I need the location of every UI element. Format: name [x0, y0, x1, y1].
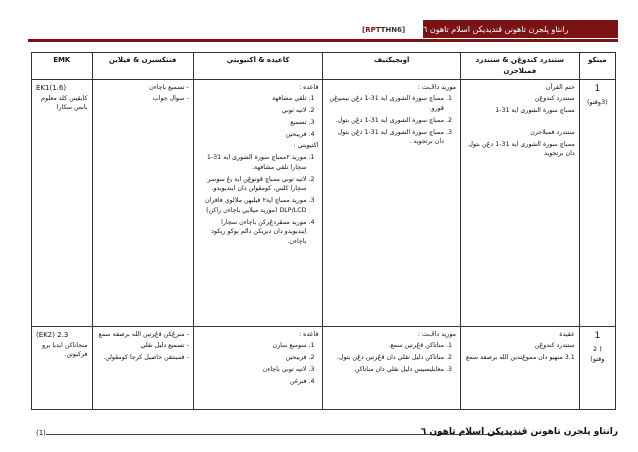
thinking-item: - ﺗﺴﻤﻴﻊ ﺑﺎﭼﺎﺀﻥ [149, 83, 189, 91]
standard-line: ﺳﺘﻨﺪﺭﺩ ﻛﻨﺪﻭڠﻦ [534, 95, 575, 103]
activity-intro: ﻗﺎﻋﺪﻩ : [299, 83, 319, 91]
week-time: (3ﻭﻗﺘﻮ) [586, 97, 608, 106]
standard-line: ﻣﻤﺒﺎﭺ ﺳﻮﺭﺓ ﺍﻟﺸﻮﺭﻯ ﺍﻳﺔ 31-1 [495, 107, 575, 115]
header-emk: EMK [32, 53, 93, 80]
thinking-item: - ﺗﺴﻤﻴﻊ ﺩﻟﻴﻞ ﻧﻘﻠﻲ [140, 342, 189, 350]
emk-code: (EK2) 2.3 [36, 330, 69, 339]
objective-intro: ﻣﻮﺭﻳﺪ ﺩﺍڤﺖ : [417, 330, 456, 338]
objective-cell [323, 326, 460, 409]
header-standard: ﺳﺘﻨﺪﺭﺩ ﻛﻨﺪﻭڠﻦ & ﺳﺘﻨﺪﺭﺩ ﻓﻤﺒﻼﺟﺮﻥ [460, 53, 579, 80]
thinking-cell [92, 79, 193, 326]
objective-item: 3. ﻣﻤﺒﺎﭺ ﺳﻮﺭﺓ ﺍﻟﺸﻮﺭﻯ ﺍﻳﺔ 31-1 ﺩڠﻦ ﺑﺘﻮﻝ ﺩﺍﻥ ﺑﺮﺗﺠﻮﻳﺪ . [327, 128, 443, 148]
week-cell [579, 326, 615, 409]
activity-cell [193, 326, 323, 409]
standard-cell [460, 79, 579, 326]
objective-list [327, 94, 455, 147]
standard-line: ﻣﻤﺒﺎﭺ ﺳﻮﺭﺓ ﺍﻟﺸﻮﺭﻯ ﺍﻳﺔ 31-1 ﺩڠﻦ ﺑﺘﻮﻝ ﺩﺍﻥ ﺑﺮﺗﺠﻮﻳﺪ [468, 140, 575, 158]
standard-line: ﺣﺘﻢ ﺍﻟﻘﺮﺁﻥ [546, 83, 575, 91]
header-thinking: ﻓﻨﺘﻜﺴﻴﺮﻥ & ﻓﻴﻼﻳﻦ [92, 53, 193, 80]
table-header-row [32, 53, 616, 80]
emk-cell [32, 79, 93, 326]
week-time: ( 2 [592, 344, 602, 353]
header-activity: ﻛﺎﻋﻴﺪﻩ & ﺍﻛﺘﻴﻮﻳﺘﻲ [193, 53, 323, 80]
activity-item: 3. ﻣﻮﺭﻳﺪ ﻣﻤﺒﺎﭺ ﺍﻳﺔ٢ ﻓﻴﻠﻴﻬﻦ ﻣﻼﻟﻮﻱ ﻓﺎﻗﺮﺍﻥ DLP/LCD (ﻣﻮﺭﻳﺪ ﻣﻴﻼﻳﻲ ﺑﺎﭼﺎﺀﻥ ﺭﺍﻛﻦ) [198, 196, 307, 216]
header-banner-text: ﺭﺍﻧﺘﺎﻭ ﭘﻠﺠﺮﻥ ﺗﺎﻫﻮﻧﻦ ﭬﻨﺪﻳﺪﻳﻜﻦ ﺍﺳﻼﻡ ﺗﺎﻫﻮﻥ ٦ [423, 24, 569, 34]
table-row [32, 326, 616, 409]
code-prefix: [RPT [362, 26, 381, 34]
objective-item: 3. ﻣﻐﺎﻳﻠﻴﺴﻴﺲ ﺩﻟﻴﻞ ﻧﻘﻠﻲ ﺩﺍﻥ ﻣﻨﺎﺗﺎﻛﻦ [327, 365, 443, 375]
code-suffix: ] [402, 26, 406, 34]
method-list [198, 94, 319, 139]
standard-cell [460, 326, 579, 409]
activity-sub-intro: ﺍﻛﺘﻴﻮﻳﺘﻲ : [293, 142, 319, 150]
header-rule [28, 39, 618, 42]
method-item: 1. ﺳﻮﻣﺒﻎ ﺳﺎﺭﻥ [198, 341, 307, 351]
footer-brand: ﺭﺍﻧﺘﺎﻭ ﭘﻠﺠﺮﻥ ﺗﺎﻫﻮﻧﻦ ﭬﻨﺪﻳﺪﻳﻜﻦ ﺍﺳﻼﻡ ﺗﺎﻫﻮﻥ ٦ [420, 427, 618, 437]
objective-cell [323, 79, 460, 326]
activity-cell [193, 79, 323, 326]
method-list [198, 341, 319, 386]
standard-line: ﺳﺘﻨﺪﺭﺩ ﻓﻤﺒﻼﺟﺮﻥ [530, 128, 575, 136]
method-item: 3. ﺗﺴﻤﻴﻊ [198, 118, 307, 128]
objective-item: 2. ﻣﻤﺒﺎﭺ ﺳﻮﺭﺓ ﺍﻟﺸﻮﺭﻯ ﺍﻳﺔ 31-1 ﺩڠﻦ ﺑﺘﻮﻝ. [327, 116, 443, 126]
standard-line: ﻋﻘﻴﺪﺓ [559, 330, 575, 338]
objective-intro: ﻣﻮﺭﻳﺪ ﺩﺍڤﺖ : [417, 83, 456, 91]
emk-text: ﻣﻨﺠﺎﻧﺎﻛﻦ ﺍﻳﺪﻳﺎ ﺑﺮﻭ ﻓﺮﻛﺒﻮﺗﻦ. [42, 341, 88, 359]
method-item: 1. ﺗﻠﻘﻲ ﻣﺸﺎﻓﻬﺔ [198, 94, 307, 104]
page-number: (1) [36, 429, 46, 437]
week-number: 1 [594, 83, 601, 94]
week-time-suffix: ﻭﻗﺘﻮ) [590, 354, 605, 363]
objective-item: 1. ﻣﻤﺒﺎﭺ ﺳﻮﺭﺓ ﺍﻟﺸﻮﺭﻯ ﺍﻳﺔ 31-1 ﺩڠﻦ ﺑﻴﻤﺒﻴڠﻦ ﭬﻮﺭﻭ. [327, 94, 443, 114]
activity-item: 1. ﻣﻮﺭﻳﺪ ٢ﻣﻤﺒﺎﭺ ﺳﻮﺭﺓ ﺍﻟﺸﻮﺭﻯ ﺍﻳﺔ 31-1 ﺳﭽﺎﺭﺍ ﺗﻠﻘﻲ ﻣﺸﺎﻓﻬﺔ. [198, 153, 307, 173]
objective-item: 1. ﻣﻨﺎﺗﺎﻛﻦ ﭬڠﺮﺗﻴﻦ ﺳﻤﻊ. [327, 341, 443, 351]
week-number: 1 [594, 330, 601, 341]
emk-code: EK1(1.6) [36, 83, 67, 92]
standard-line: 3.1 ﻣﻨﻬﻴﻮ ﺩﺍﻥ ﻣﻤﻮڠﻨﺪﻳﻦ ﺍﻟﻠﻪ ﺑﺮﺻﻔﺔ ﺳﻤﻊ [465, 354, 575, 362]
method-item: 2. ﻓﺮﻳﺒﺤﻴﻦ [198, 353, 307, 363]
lesson-plan-table [31, 52, 616, 410]
header-banner [423, 20, 618, 38]
objective-item: 2. ﻣﻨﺎﺗﺎﻛﻦ ﺩﻟﻴﻞ ﻧﻘﻠﻲ ﺩﺍﻥ ﭬڠﺮﺗﻴﻦ ﺩڠﻦ ﺑﺘﻮﻝ. [327, 353, 443, 363]
method-item: 4. ﻓﺮﻳﺒﺤﻴﻦ [198, 130, 307, 140]
activity-item: 2. ﻻﺗﻴﻪ ﺗﻮﺑﻲ ﻣﻤﺒﺎﭺ ﭬﻮﺗﻮڠﻦ ﺍﻳﺔ ﻳڠ ﺳﻮﺳﺮ ﺳﭽﺎﺭﺍ ﻛﻠﺲ، ﻛﻮﻣﭭﻮﻟﻦ ﺩﺍﻥ ﺍﻳﻨﺪﻳﻮﻳﺪﻭ. [198, 175, 307, 195]
method-item: 4. ﻓﻨﺮﻏﻦ [198, 377, 307, 387]
spacer [465, 118, 575, 128]
method-item: 2. ﻻﺗﻴﻪ ﺗﻮﺑﻲ [198, 106, 307, 116]
document-code [362, 26, 405, 34]
thinking-item: - ﻣﻨﺮڠﻜﻦ ﭬڠﺮﺗﻴﻦ ﺍﻟﻠﻪ ﺑﺮﺻﻔﺔ ﺳﻤﻊ [98, 330, 189, 338]
header-objective: ﺍﻭﺑﺠﻴﻜﺘﻴﻒ [323, 53, 460, 80]
week-cell [579, 79, 615, 326]
thinking-item: - ﺳﻮﺍﻝ ﺟﻮﺍﺏ [152, 95, 189, 103]
objective-list [327, 341, 455, 374]
emk-text: ﻛﺎﻳﻘﻴﻨﻦ ﻛﻠﺪ ﻣﻌﻠﻮﻡ ﺑﺎﻧﺲ ﺳﻜﺎﺭﺍ [41, 94, 88, 112]
thinking-item: - ﻓﻤﺒﻨﺘﻘﻦ ﺣﺎﺻﻴﻞ ﻛﺮﺟﺎ ﻛﻮﻣﭭﻮﻟﻦ. [103, 354, 189, 362]
thinking-cell [92, 326, 193, 409]
activity-item: 4. ﻣﻮﺭﻳﺪ ﻣﻤﭭﺮﺩڠﺮﻛﻦ ﺑﺎﭼﺎﺀﻥ ﺳﭽﺎﺭﺍ ﺍﻳﻨﺪﻳﻮﻳﺪﻭ ﺩﺍﻥ ﺩﺑﺮﻳﻜﻦ ﺩﺍﻟﻢ ﺑﻮﻛﻮ ﺭﻳﻜﻮﺩ ﺑﺎﭼﺎﺀﻥ. [198, 218, 307, 247]
standard-line: ﺳﺘﻨﺪﺭﺩ ﻛﻨﺪﻭڠﻦ [534, 342, 575, 350]
code-mid: THN6 [380, 26, 403, 34]
activity-intro: ﻗﺎﻋﺪﻩ : [299, 330, 319, 338]
method-item: 3. ﻻﺗﻴﻪ ﺗﻮﺑﻲ ﺑﺎﭼﺎﺀﻥ [198, 365, 307, 375]
emk-cell [32, 326, 93, 409]
table-row [32, 79, 616, 326]
header-week: ﻣﻴﻨﻜﻮ [579, 53, 615, 80]
activity-list [198, 153, 319, 247]
page-footer [36, 415, 618, 439]
